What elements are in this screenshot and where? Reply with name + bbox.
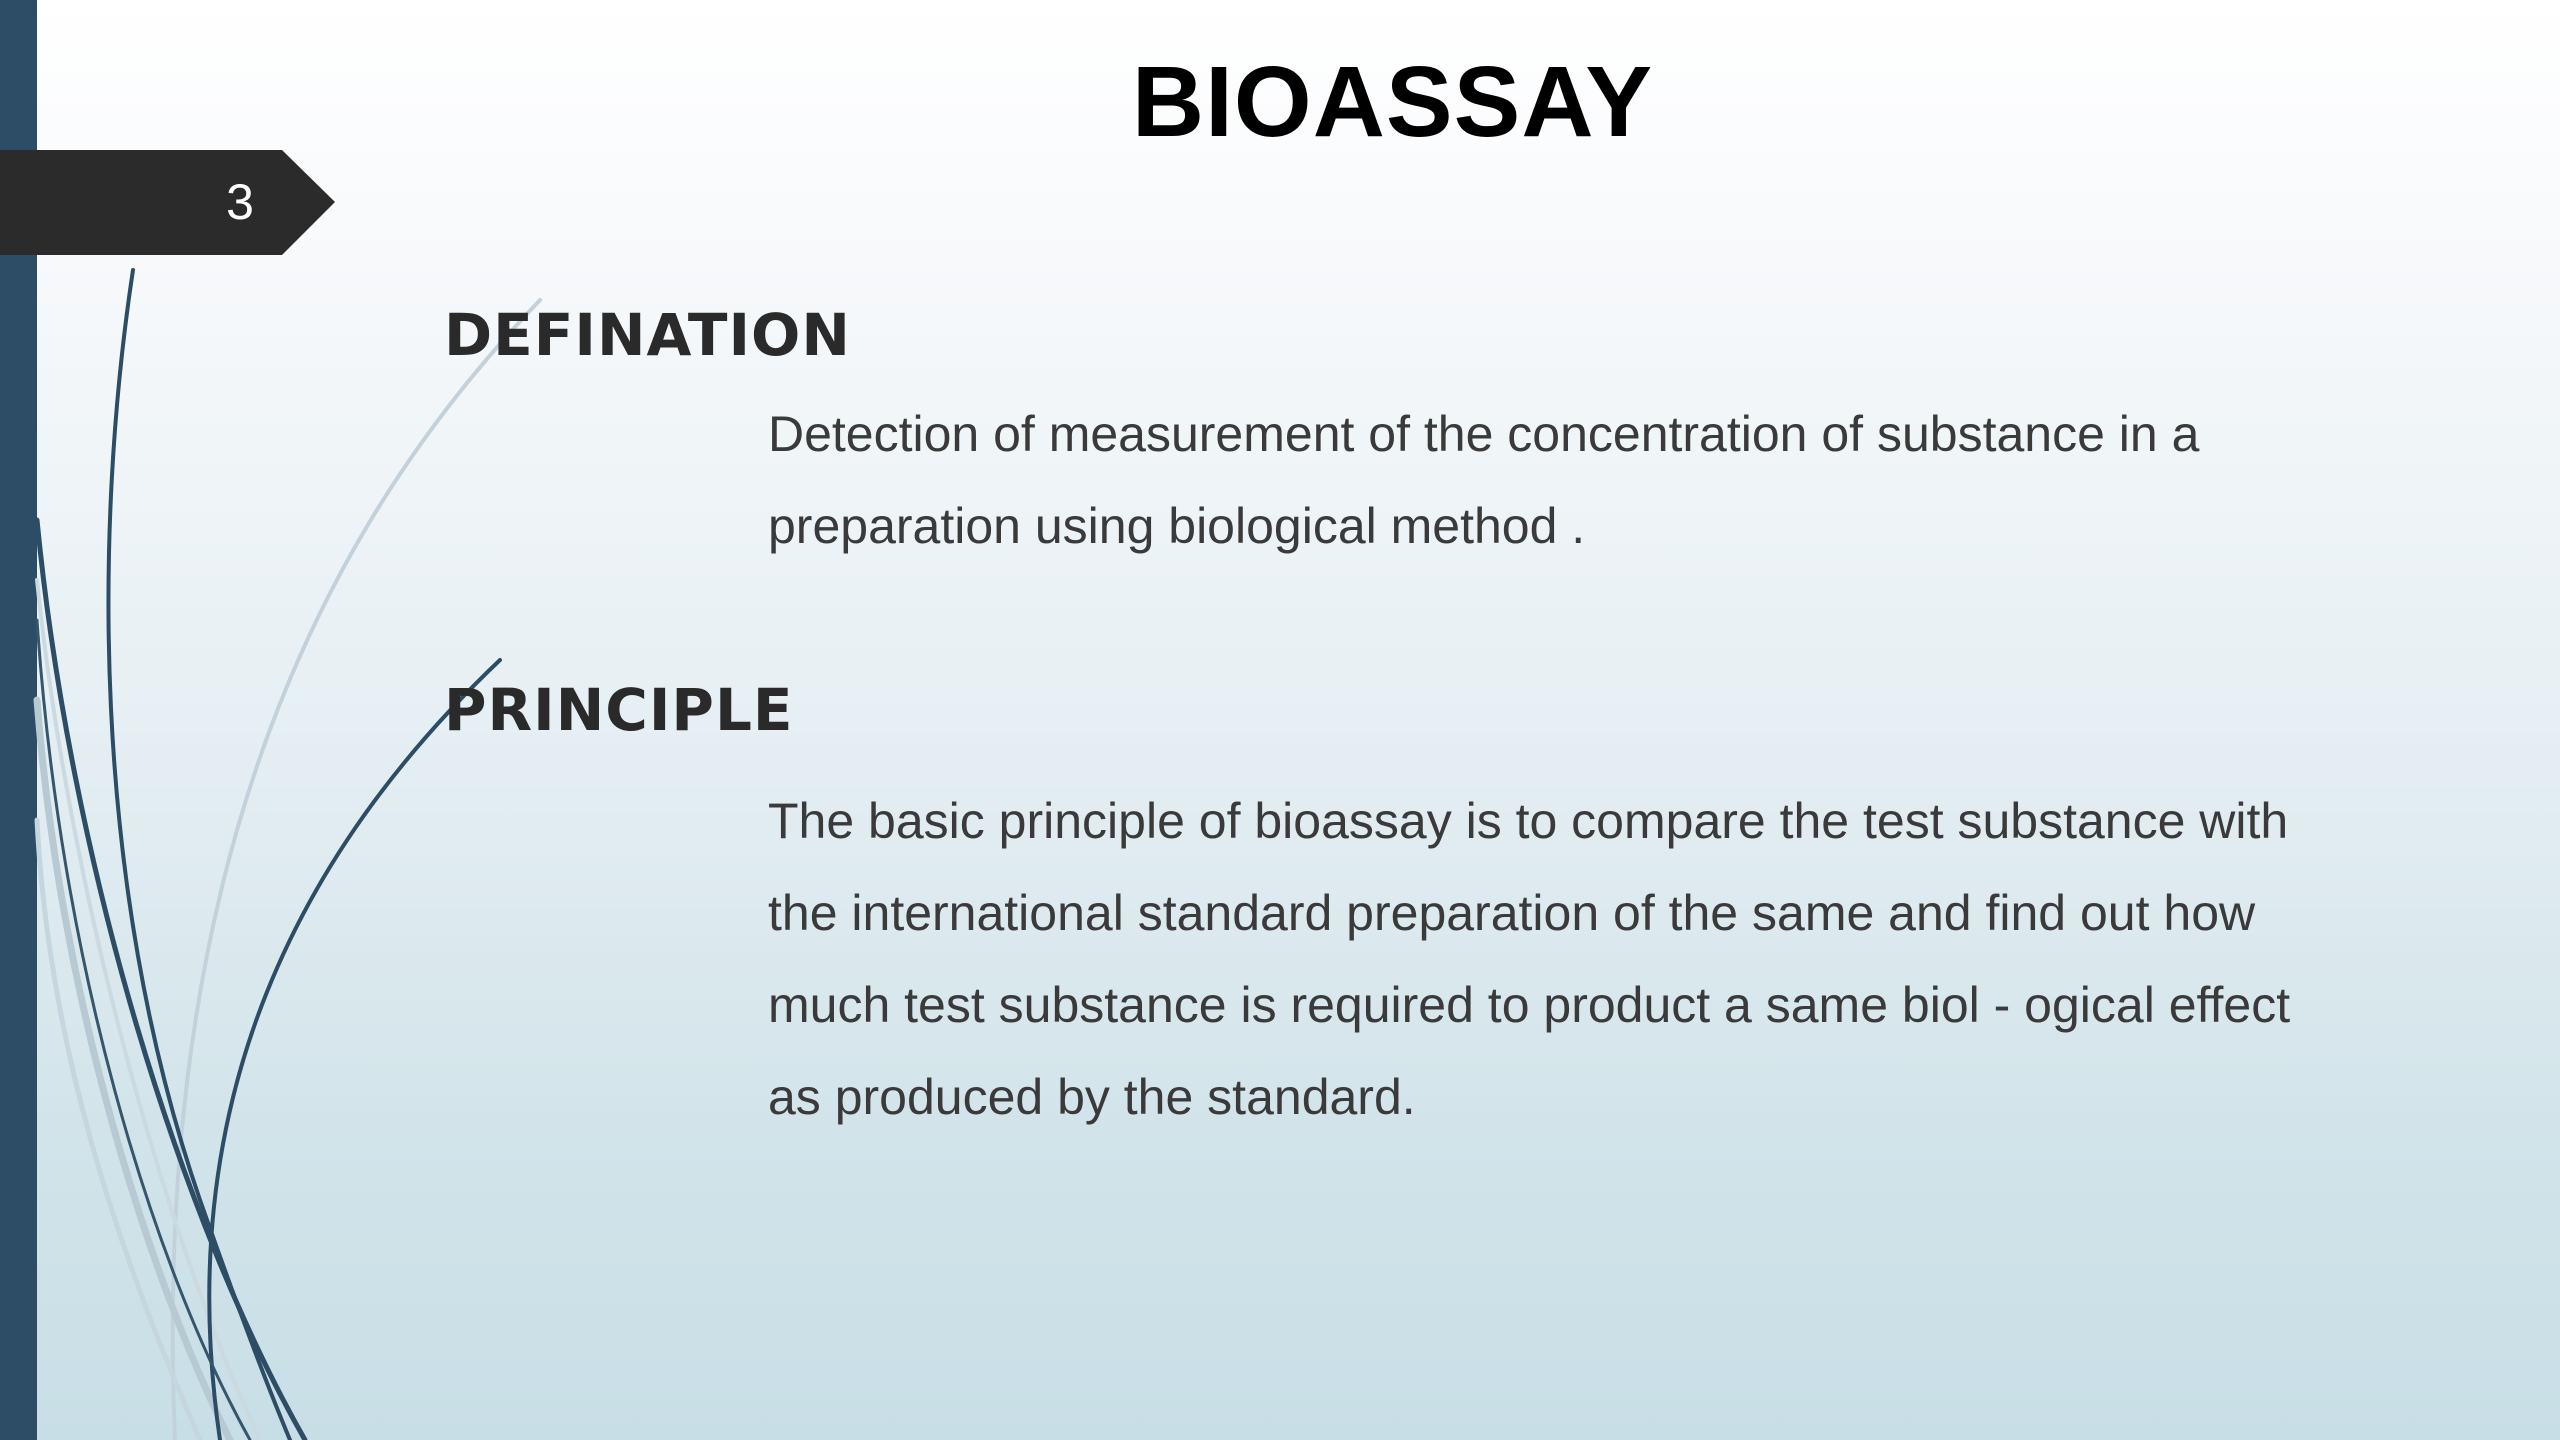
slide-number-tab [0,150,335,255]
section-text-principle: The basic principle of bioassay is to compare the test substance with the international standard preparation of the same and find out how much test substance is required to product a same biol - ogical effect as produced by the standard. [768,793,2291,1125]
slide-title: BIOASSAY [1131,46,1654,158]
section-heading-definition: DEFINATION [444,301,851,369]
slide-number-tab-shape [0,150,335,255]
slide-number: 3 [226,174,254,230]
section-text-definition: Detection of measurement of the concentration of substance in a preparation using biological method . [768,406,2200,554]
section-heading-principle: PRINCIPLE [444,676,794,744]
